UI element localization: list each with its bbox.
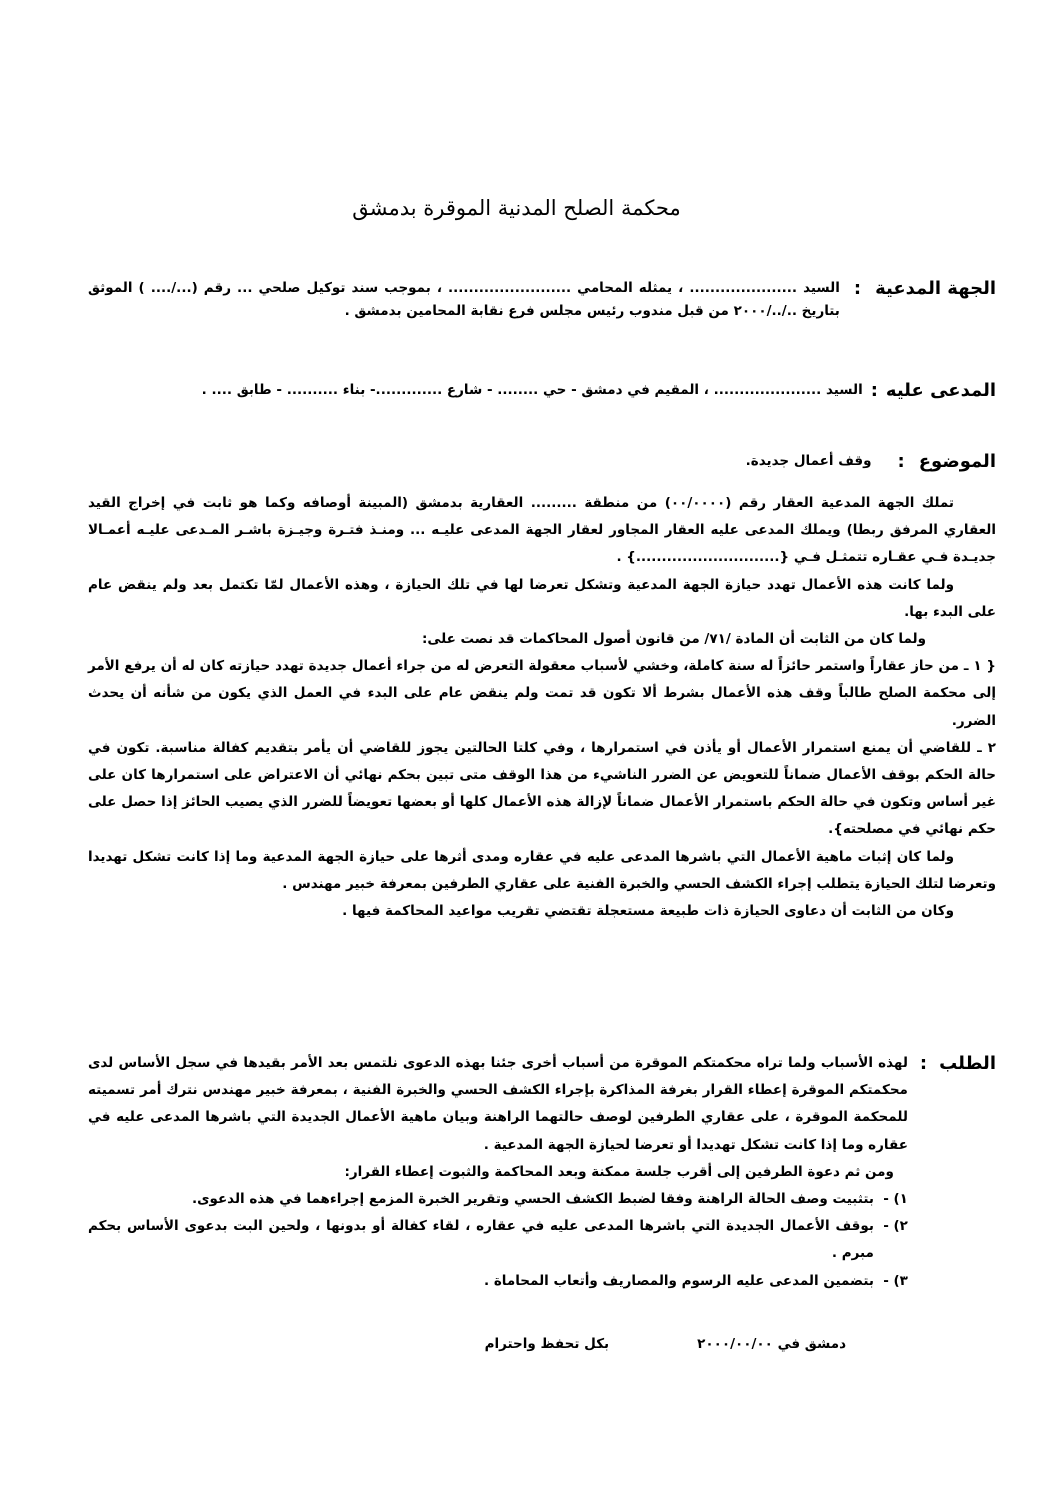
body-paragraph-3: ولما كان من الثابت أن المادة /٧١/ من قانون أصول المحاكمات قد نصت على: [422,631,926,648]
request-item [88,1268,908,1295]
defendant-section [88,377,996,405]
body-paragraph-4: ولما كان إثبات ماهية الأعمال التي باشرها المدعى عليه في عقاره ومدى أثرها على حيازة الجهة المدعية وما إذا كانت تشكل تهديدا وتعرضا لتلك الحيازة يتطلب إجراء الكشف الحسي والخبرة الفنية على عقاري الطرفين بمعرفة خبير مهندس . [88,848,996,892]
subject-text: وقف أعمال جديدة. [745,453,872,469]
closing-phrase: بكل تحفظ واحترام [484,1336,610,1352]
petition-body [88,490,996,925]
plaintiff-colon: : [853,278,862,299]
body-paragraph-5: وكان من الثابت أن دعاوى الحيازة ذات طبيعة مستعجلة تقتضي تقريب مواعيد المحاكمة فيها . [342,903,954,920]
plaintiff-text: السيد ..................... ، يمثله المحامي ........................ ، بموجب سند توكيل صلحي ... رقم (.../.... ) الموثق بتاريخ ../../٢٠٠٠ من قبل مندوب رئيس مجلس فرع نقابة المحامين بدمشق . [88,280,840,319]
place-date: دمشق في ٢٠٠٠/٠٠/٠٠ [697,1336,846,1352]
signature-line [485,1336,846,1352]
subject-section [88,448,996,476]
plaintiff-details [88,275,840,323]
request-intro: لهذه الأسباب ولما تراه محكمتكم الموقرة من أسباب أخرى جئنا بهذه الدعوى نلتمس بعد الأمر بقيدها في سجل الأساس لدى محكمتكم الموقرة إعطاء القرار بغرفة المذاكرة بإجراء الكشف الحسي والخبرة الفنية ، بمعرفة خبير مهندس نترك أمر تسميته للمحكمة الموقرة ، على عقاري الطرفين لوصف حالتهما الراهنة وبيان ماهية الأعمال الجديدة التي باشرها المدعى عليه في عقاره وما إذا كانت تشكل تهديدا أو تعرضا لحيازة الجهة المدعية . [88,1055,908,1153]
request-item-text: بوقف الأعمال الجديدة التي باشرها المدعى عليه في عقاره ، لقاء كفالة أو بدونها ، ولحين البت بدعوى الأساس بحكم مبرم . [88,1218,874,1262]
law-quote-1: { ١ ـ من حاز عقاراً واستمر حائزاً له سنة كاملة، وخشي لأسباب معقولة التعرض له من جراء أعمال جديدة تهدد حيازته كان له أن يرفع الأمر إلى محكمة الصلح طالباً وقف هذه الأعمال بشرط ألا تكون قد تمت ولم ينقض عام على البدء في العمل الذي يكون من شأنه أن يحدث الضرر. [88,658,996,729]
request-item [88,1213,908,1267]
request-item [88,1186,908,1213]
subject-colon: : [897,451,905,472]
defendant-details [88,377,863,402]
subject-details [88,448,884,473]
request-section [88,1050,996,1295]
request-item-number: ١) - [883,1191,908,1208]
request-then: ومن ثم دعوة الطرفين إلى أقرب جلسة ممكنة وبعد المحاكمة والثبوت إعطاء القرار: [344,1163,894,1180]
request-item-text: بتثبيت وصف الحالة الراهنة وفقا لضبط الكشف الحسي وتقرير الخبرة المزمع إجراءهما في هذه الدعوى. [191,1191,874,1208]
plaintiff-section [88,275,996,323]
defendant-colon: : [870,380,878,401]
plaintiff-label: الجهة المدعية [875,278,996,299]
request-label: الطلب [939,1053,996,1074]
request-item-number: ٣) - [883,1272,908,1289]
request-item-number: ٢) - [883,1218,908,1235]
request-colon: : [919,1053,928,1074]
request-item-text: بتضمين المدعى عليه الرسوم والمصاريف وأتعاب المحاماة . [484,1272,874,1289]
defendant-text: السيد ..................... ، المقيم في دمشق - حي ........ - شارع .............- بناء .......... - طابق .... . [201,382,863,398]
court-title: محكمة الصلح المدنية الموقرة بدمشق [352,196,681,220]
request-details [88,1050,908,1295]
body-paragraph-2: ولما كانت هذه الأعمال تهدد حيازة الجهة المدعية وتشكل تعرضا لها في تلك الحيازة ، وهذه الأعمال لمّا تكتمل بعد ولم ينقض عام على البدء بها. [88,576,996,620]
law-quote-2: ٢ ـ للقاضي أن يمنع استمرار الأعمال أو يأذن في استمرارها ، وفي كلتا الحالتين يجوز للقاضي أن يأمر بتقديم كفالة مناسبة. تكون في حالة الحكم بوقف الأعمال ضماناً للتعويض عن الضرر الناشيء من هذا الوقف متى تبين بحكم نهائي أن الاعتراض على استمرارها كان على غير أساس وتكون في حالة الحكم باستمرار الأعمال ضماناً لإزالة هذه الأعمال كلها أو بعضها تعويضاً للضرر الذي يصيب الحائز إذا حصل على حكم نهائي في مصلحته}. [88,739,996,838]
defendant-label: المدعى عليه [885,380,996,401]
body-paragraph-1: تملك الجهة المدعية العقار رقم (٠٠/٠٠٠٠) من منطقة ......... العقارية بدمشق (المبينة أوصافه وكما هو ثابت في إخراج القيد العقاري المرفق ربطا) ويملك المدعى عليه العقار المجاور لعقار الجهة المدعى عليـه ... ومنـذ فتـرة وجيـزة باشـر المـدعى عليـه أعمـالا جديـدة فـي عقـاره تتمثـل فـي {............................} . [88,495,996,566]
subject-label: الموضوع [918,451,996,472]
